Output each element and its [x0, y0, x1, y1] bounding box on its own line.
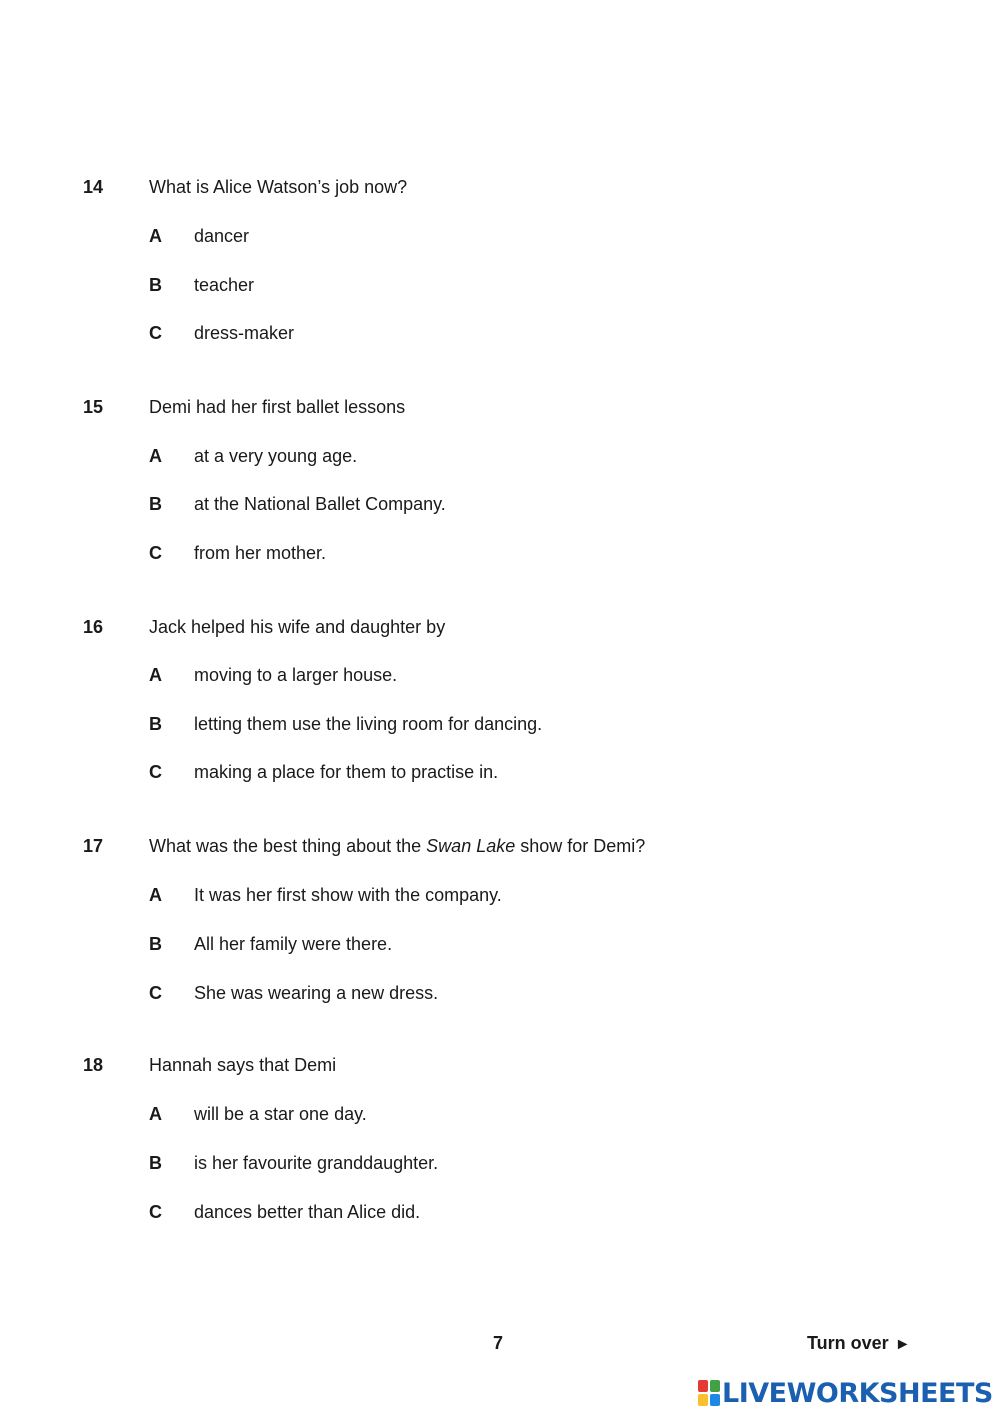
option-letter: A [149, 1104, 162, 1124]
logo-text: LIVEWORKSHEETS [722, 1377, 993, 1409]
option-text: at the National Ballet Company. [194, 494, 446, 514]
option-text: at a very young age. [194, 446, 358, 466]
question-stem: Hannah says that Demi [149, 1055, 337, 1075]
option-text: It was her first show with the company. [194, 885, 502, 905]
option-c[interactable] [0, 1201, 1000, 1223]
option-letter: C [149, 1202, 162, 1222]
option-letter: A [149, 226, 162, 246]
option-text: All her family were there. [194, 934, 393, 954]
question-stem: Jack helped his wife and daughter by [149, 617, 446, 637]
option-a[interactable] [0, 1103, 1000, 1125]
option-b[interactable] [0, 933, 1000, 955]
option-b[interactable] [0, 493, 1000, 515]
turn-over-label [807, 1332, 911, 1356]
option-text: letting them use the living room for dancing. [194, 714, 543, 734]
option-letter: B [149, 494, 162, 514]
question-number: 16 [83, 617, 104, 637]
question-stem-part: show for Demi? [515, 836, 646, 856]
option-c[interactable] [0, 542, 1000, 564]
option-letter: A [149, 665, 162, 685]
question-number: 15 [83, 397, 104, 417]
turn-over-arrow-icon: ► [894, 1336, 911, 1353]
turn-over-text: Turn over [807, 1333, 889, 1353]
question-number: 14 [83, 177, 104, 197]
option-text: is her favourite granddaughter. [194, 1153, 439, 1173]
option-letter: A [149, 885, 162, 905]
liveworksheets-logo[interactable] [698, 1377, 993, 1409]
liveworksheets-logo-icon [698, 1380, 720, 1406]
option-c[interactable] [0, 982, 1000, 1004]
option-letter: C [149, 983, 162, 1003]
option-letter: C [149, 543, 162, 563]
option-text: making a place for them to practise in. [194, 762, 499, 782]
question-number: 18 [83, 1055, 104, 1075]
question-stem: What is Alice Watson’s job now? [149, 177, 408, 197]
show-title: Swan Lake [426, 836, 516, 856]
option-a[interactable] [0, 225, 1000, 247]
logo-square-green [710, 1380, 720, 1392]
option-text: will be a star one day. [194, 1104, 367, 1124]
option-text: dances better than Alice did. [194, 1202, 421, 1222]
logo-square-yellow [698, 1394, 708, 1406]
option-letter: B [149, 275, 162, 295]
option-letter: B [149, 714, 162, 734]
option-text: dress-maker [194, 323, 295, 343]
logo-square-red [698, 1380, 708, 1392]
option-letter: C [149, 762, 162, 782]
option-text: from her mother. [194, 543, 327, 563]
question-stem-part: What was the best thing about the [149, 836, 427, 856]
option-letter: C [149, 323, 162, 343]
page-number: 7 [493, 1333, 504, 1353]
option-c[interactable] [0, 322, 1000, 344]
option-text: moving to a larger house. [194, 665, 398, 685]
option-text: dancer [194, 226, 250, 246]
question-stem: Demi had her first ballet lessons [149, 397, 406, 417]
option-b[interactable] [0, 274, 1000, 296]
option-a[interactable] [0, 664, 1000, 686]
option-letter: A [149, 446, 162, 466]
option-b[interactable] [0, 1152, 1000, 1174]
option-text: teacher [194, 275, 255, 295]
option-text: She was wearing a new dress. [194, 983, 439, 1003]
option-a[interactable] [0, 884, 1000, 906]
option-letter: B [149, 934, 162, 954]
logo-square-blue [710, 1394, 720, 1406]
option-b[interactable] [0, 713, 1000, 735]
option-letter: B [149, 1153, 162, 1173]
option-c[interactable] [0, 761, 1000, 783]
question-stem [149, 835, 645, 857]
option-a[interactable] [0, 445, 1000, 467]
question-number: 17 [83, 836, 104, 856]
